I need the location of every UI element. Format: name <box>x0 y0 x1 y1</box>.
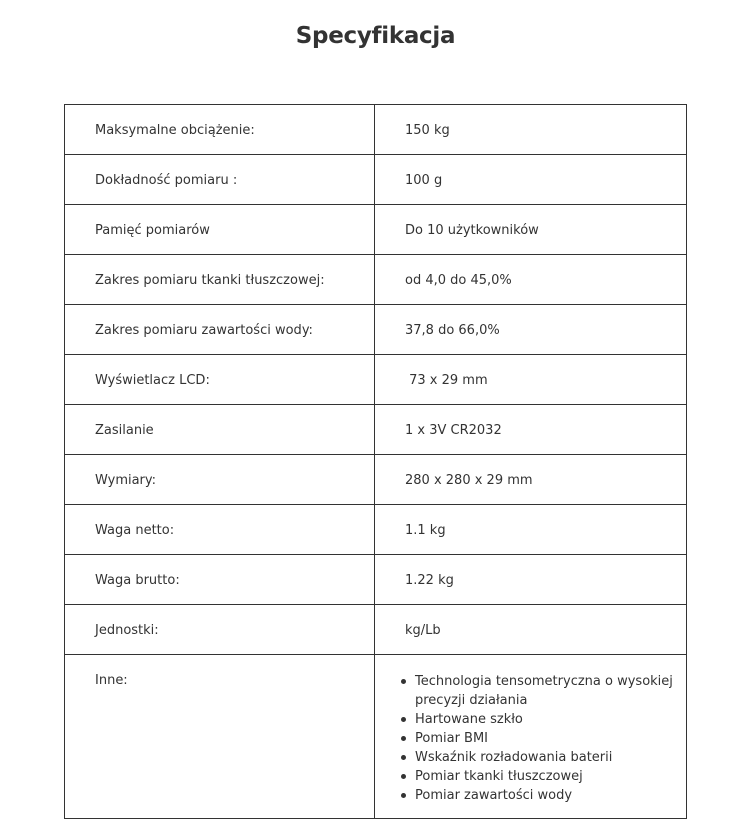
table-row <box>65 155 687 205</box>
list-item-text: Pomiar BMI <box>415 731 489 746</box>
list-item-text: Wskaźnik rozładowania baterii <box>415 750 613 765</box>
row-label: Zakres pomiaru tkanki tłuszczowej: <box>65 255 375 305</box>
row-value <box>375 655 687 819</box>
list-item <box>405 710 686 729</box>
list-item <box>405 672 686 710</box>
row-label: Inne: <box>65 655 375 819</box>
bullet-icon <box>401 793 406 798</box>
row-label: Pamięć pomiarów <box>65 205 375 255</box>
table-row <box>65 355 687 405</box>
bullet-icon <box>401 774 406 779</box>
row-value: 37,8 do 66,0% <box>375 305 687 355</box>
row-label: Dokładność pomiaru : <box>65 155 375 205</box>
row-value: od 4,0 do 45,0% <box>375 255 687 305</box>
list-item <box>405 729 686 748</box>
bullet-icon <box>401 679 406 684</box>
row-label: Waga netto: <box>65 505 375 555</box>
table-row <box>65 555 687 605</box>
row-label: Zasilanie <box>65 405 375 455</box>
row-label: Wyświetlacz LCD: <box>65 355 375 405</box>
row-value: kg/Lb <box>375 605 687 655</box>
table-row <box>65 505 687 555</box>
row-value: 100 g <box>375 155 687 205</box>
row-value: 73 x 29 mm <box>375 355 687 405</box>
row-value: 150 kg <box>375 105 687 155</box>
row-value: 1 x 3V CR2032 <box>375 405 687 455</box>
page-title: Specyfikacja <box>295 23 456 50</box>
table-row <box>65 105 687 155</box>
table-row <box>65 605 687 655</box>
list-item-text: Hartowane szkło <box>415 712 523 727</box>
row-value: Do 10 użytkowników <box>375 205 687 255</box>
row-value: 280 x 280 x 29 mm <box>375 455 687 505</box>
table-row <box>65 205 687 255</box>
row-label: Zakres pomiaru zawartości wody: <box>65 305 375 355</box>
bullet-icon <box>401 755 406 760</box>
bullet-icon <box>401 736 406 741</box>
table-row <box>65 305 687 355</box>
feature-list <box>395 672 686 805</box>
row-label: Waga brutto: <box>65 555 375 605</box>
list-item-text: Pomiar zawartości wody <box>415 788 573 803</box>
list-item-text: Technologia tensometryczna o wysokiej precyzji działania <box>415 674 673 708</box>
row-label: Maksymalne obciążenie: <box>65 105 375 155</box>
list-item <box>405 748 686 767</box>
list-item-text: Pomiar tkanki tłuszczowej <box>415 769 583 784</box>
table-row <box>65 255 687 305</box>
bullet-icon <box>401 717 406 722</box>
table-row <box>65 655 687 819</box>
row-label: Jednostki: <box>65 605 375 655</box>
list-item <box>405 786 686 805</box>
list-item <box>405 767 686 786</box>
row-value: 1.22 kg <box>375 555 687 605</box>
table-row <box>65 455 687 505</box>
table-row <box>65 405 687 455</box>
spec-table <box>64 104 687 819</box>
row-value: 1.1 kg <box>375 505 687 555</box>
row-label: Wymiary: <box>65 455 375 505</box>
